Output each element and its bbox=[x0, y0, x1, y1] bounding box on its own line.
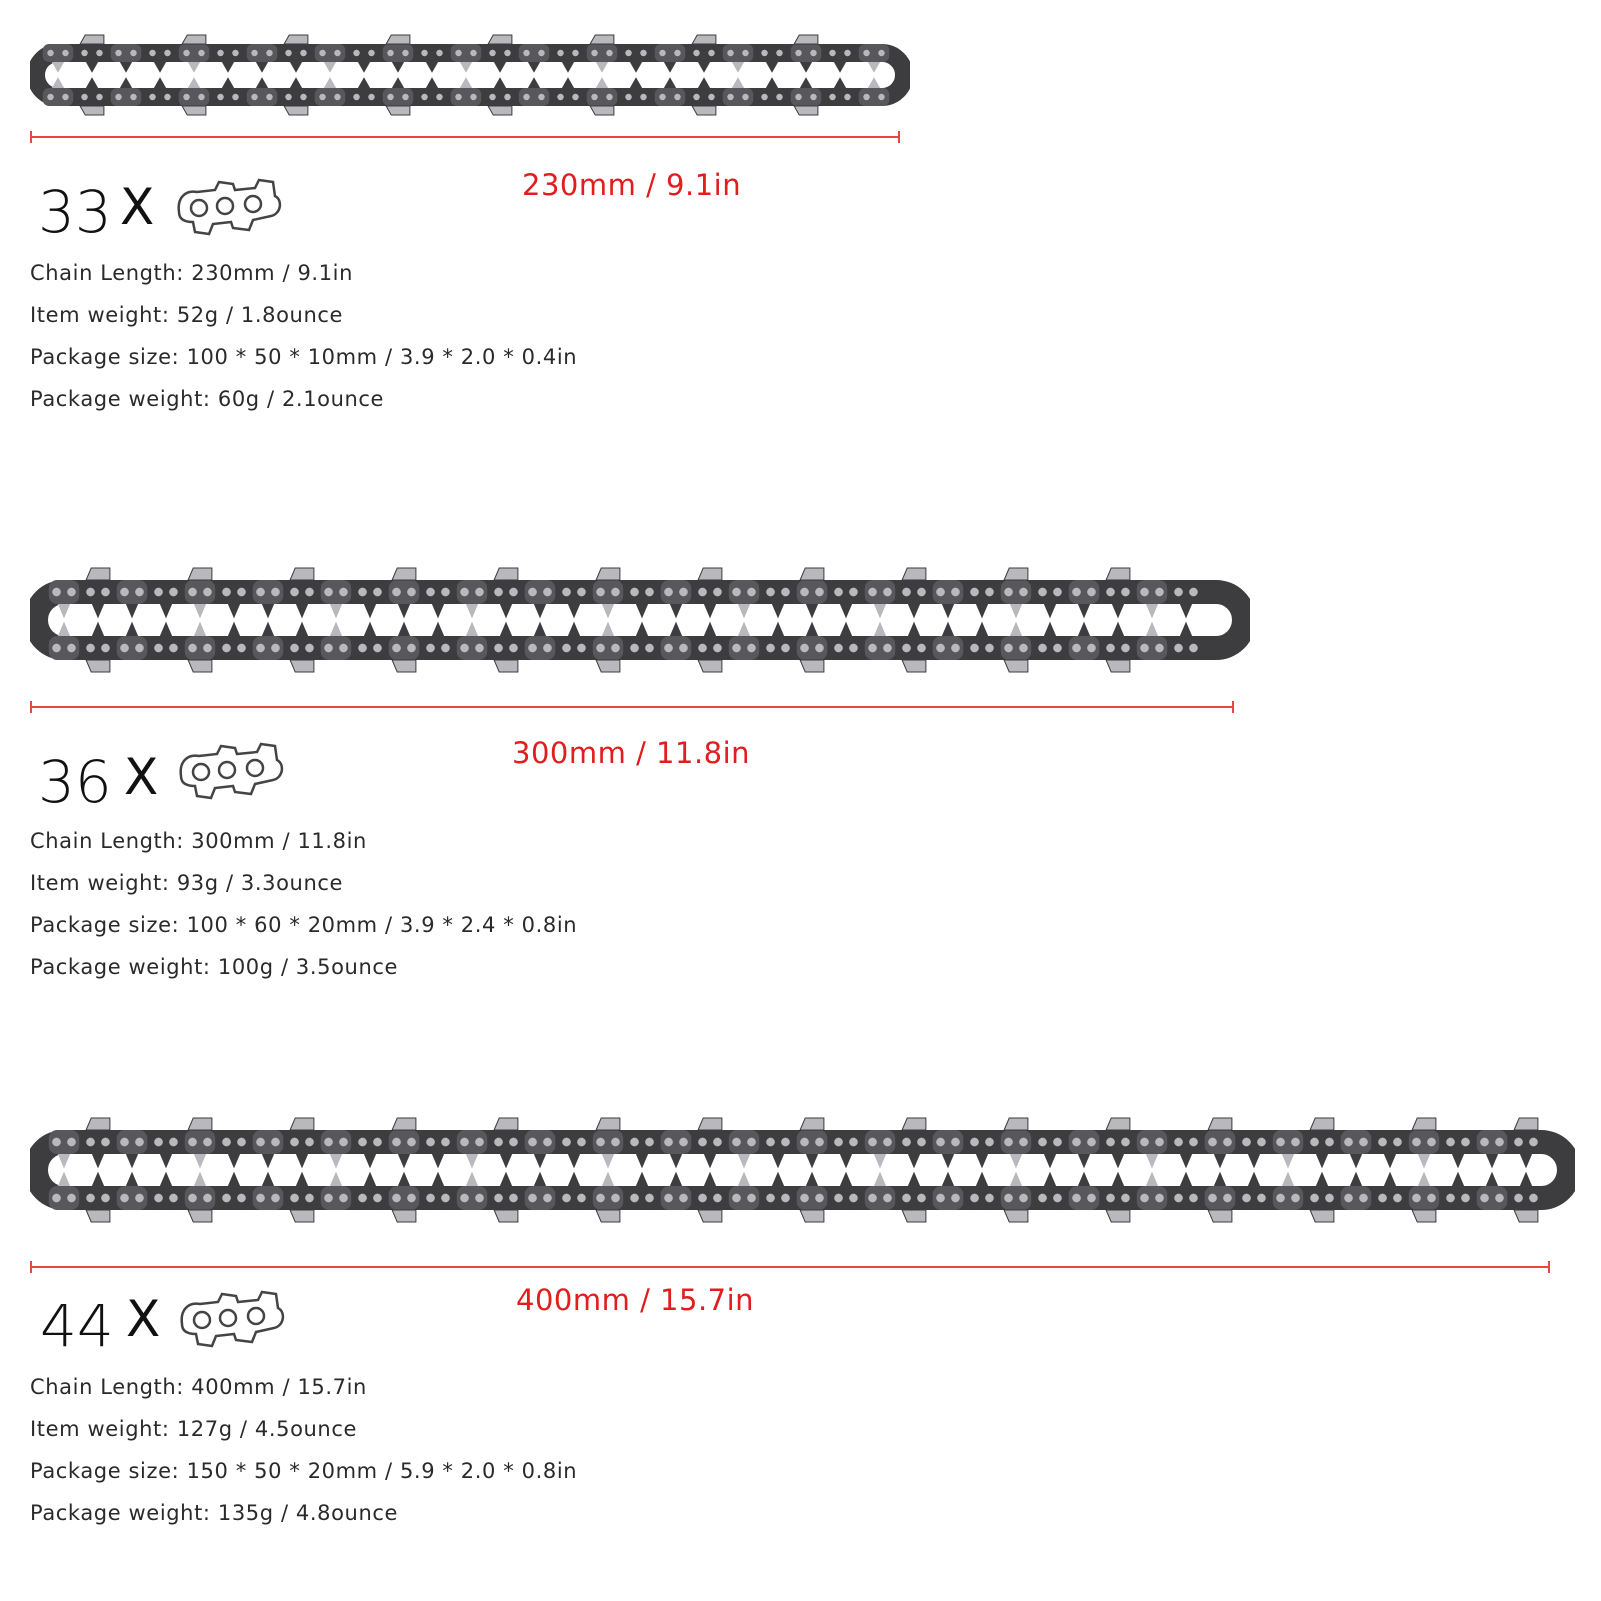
chain-link-icon bbox=[178, 1288, 288, 1350]
spec-chain-length: Chain Length: 400mm / 15.7in bbox=[30, 1375, 367, 1399]
times-symbol: X bbox=[124, 748, 159, 806]
spec-package-size: Package size: 150 * 50 * 20mm / 5.9 * 2.0 * 0.8in bbox=[30, 1459, 578, 1483]
spec-item-weight: Item weight: 93g / 3.3ounce bbox=[30, 871, 344, 895]
spec-item-weight: Item weight: 127g / 4.5ounce bbox=[30, 1417, 358, 1441]
chain-length-label: 300mm / 11.8in bbox=[512, 736, 751, 770]
times-symbol: X bbox=[120, 178, 155, 236]
spec-package-size: Package size: 100 * 60 * 20mm / 3.9 * 2.4 * 0.8in bbox=[30, 913, 578, 937]
chain-length-label: 230mm / 9.1in bbox=[522, 168, 742, 202]
saw-chain-image bbox=[30, 1100, 1575, 1240]
chain-length-label: 400mm / 15.7in bbox=[516, 1283, 755, 1317]
spec-package-size: Package size: 100 * 50 * 10mm / 3.9 * 2.0 * 0.4in bbox=[30, 345, 578, 369]
spec-chain-length: Chain Length: 230mm / 9.1in bbox=[30, 261, 354, 285]
spec-chain-length: Chain Length: 300mm / 11.8in bbox=[30, 829, 367, 853]
link-count: 44 bbox=[40, 1292, 114, 1360]
spec-item-weight: Item weight: 52g / 1.8ounce bbox=[30, 303, 344, 327]
spec-package-weight: Package weight: 100g / 3.5ounce bbox=[30, 955, 399, 979]
length-measure-line bbox=[30, 1266, 1550, 1268]
spec-package-weight: Package weight: 135g / 4.8ounce bbox=[30, 1501, 399, 1525]
link-count: 36 bbox=[38, 748, 112, 816]
times-symbol: X bbox=[126, 1290, 161, 1348]
spec-list bbox=[30, 1366, 577, 1534]
link-count: 33 bbox=[38, 178, 112, 246]
spec-package-weight: Package weight: 60g / 2.1ounce bbox=[30, 387, 385, 411]
